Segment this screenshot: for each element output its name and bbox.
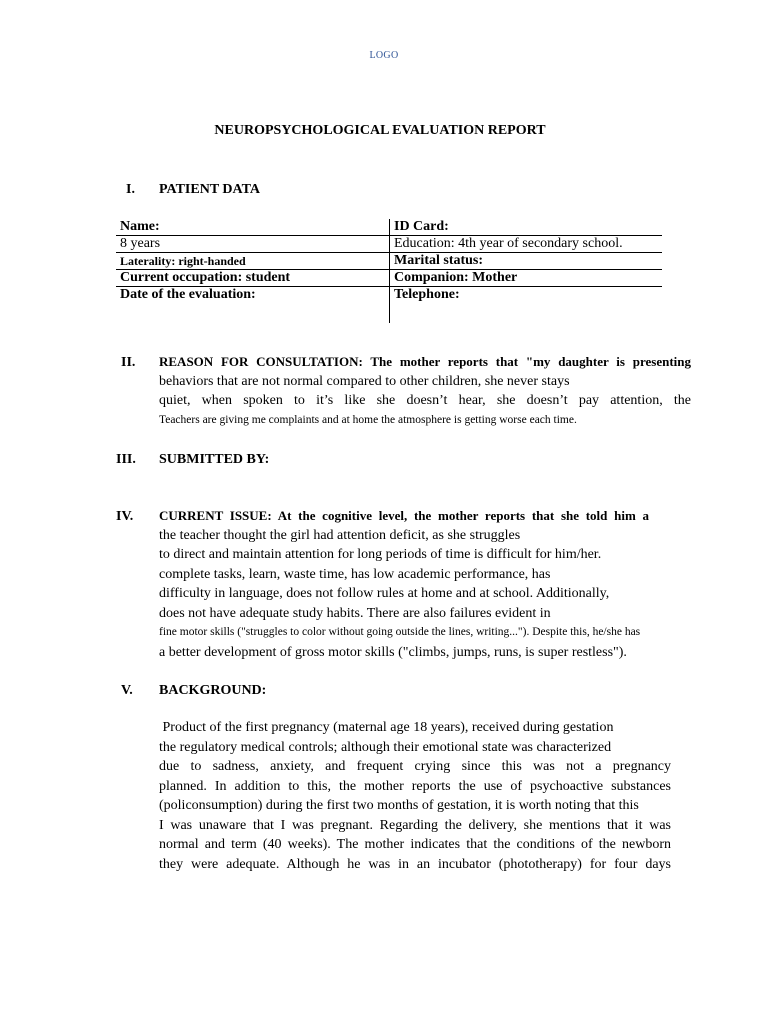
report-title: NEUROPSYCHOLOGICAL EVALUATION REPORT bbox=[214, 123, 546, 138]
marital-status-label: Marital status: bbox=[390, 253, 663, 270]
issue-line: does not have adequate study habits. There are also failures evident in bbox=[159, 605, 551, 621]
issue-line: the teacher thought the girl had attention deficit, as she struggles bbox=[159, 527, 521, 543]
logo-placeholder: LOGO bbox=[369, 50, 399, 61]
section-number-4: IV. bbox=[116, 509, 134, 524]
issue-line: fine motor skills ("struggles to color without going outside the lines, writing..."). Despite this, he/she has bbox=[159, 626, 641, 638]
background-line: (policonsumption) during the first two months of gestation, it is worth noting that this bbox=[159, 798, 639, 813]
reason-line bbox=[159, 352, 691, 372]
reason-text: The mother reports that "my daughter is presenting bbox=[370, 354, 691, 369]
background-line: the regulatory medical controls; although their emotional state was characterized bbox=[159, 739, 612, 755]
background-line: I was unaware that I was pregnant. Regarding the delivery, she mentions that it was bbox=[159, 817, 671, 833]
background-line: normal and term (40 weeks). The mother indicates that the conditions of the newborn bbox=[159, 837, 671, 852]
telephone-label: Telephone: bbox=[394, 287, 460, 302]
age-value: 8 years bbox=[116, 236, 390, 253]
section-number-3: III. bbox=[116, 452, 136, 467]
table-row bbox=[116, 287, 662, 324]
background-line: due to sadness, anxiety, and frequent crying since this was not a pregnancy bbox=[159, 759, 671, 774]
laterality-value: Laterality: right-handed bbox=[116, 253, 390, 270]
section-number-2: II. bbox=[121, 355, 136, 370]
section-number-1: I. bbox=[126, 182, 135, 197]
patient-data-table bbox=[116, 219, 662, 323]
issue-line bbox=[159, 506, 649, 526]
issue-line: a better development of gross motor skills ("climbs, jumps, runs, is super restless"). bbox=[159, 644, 627, 660]
name-label: Name: bbox=[116, 219, 390, 236]
reason-paragraph bbox=[159, 352, 691, 430]
evaluation-date-label: Date of the evaluation: bbox=[116, 287, 390, 324]
section-heading-background: BACKGROUND: bbox=[159, 683, 267, 698]
current-issue-paragraph bbox=[159, 506, 649, 662]
section-heading-patient-data: PATIENT DATA bbox=[159, 182, 260, 197]
section-heading-submitted-by: SUBMITTED BY: bbox=[159, 452, 270, 467]
reason-line: quiet, when spoken to it’s like she doesn’t hear, she doesn’t pay attention, the bbox=[159, 393, 691, 408]
background-line: planned. In addition to this, the mother reports the use of psychoactive substances bbox=[159, 778, 671, 794]
education-value: Education: 4th year of secondary school. bbox=[390, 236, 663, 253]
issue-line: difficulty in language, does not follow rules at home and at school. Additionally, bbox=[159, 586, 610, 601]
section-heading-current-issue: CURRENT ISSUE: bbox=[159, 508, 272, 523]
table-row bbox=[116, 270, 662, 287]
background-line: they were adequate. Although he was in an incubator (phototherapy) for four days bbox=[159, 856, 671, 872]
reason-line: Teachers are giving me complaints and at home the atmosphere is getting worse each time. bbox=[159, 413, 577, 426]
reason-line: behaviors that are not normal compared to other children, she never stays bbox=[159, 373, 570, 389]
issue-text: At the cognitive level, the mother reports that she told him a bbox=[277, 508, 649, 523]
table-row bbox=[116, 253, 662, 270]
occupation-value: Current occupation: student bbox=[116, 270, 390, 287]
table-row bbox=[116, 219, 662, 236]
id-card-label: ID Card: bbox=[390, 219, 663, 236]
section-heading-reason: REASON FOR CONSULTATION: bbox=[159, 354, 363, 369]
issue-line: to direct and maintain attention for long periods of time is difficult for him/her. bbox=[159, 547, 602, 562]
section-number-5: V. bbox=[121, 683, 133, 698]
table-row bbox=[116, 236, 662, 253]
background-line: Product of the first pregnancy (maternal age 18 years), received during gestation bbox=[159, 720, 614, 735]
companion-value: Companion: Mother bbox=[390, 270, 663, 287]
background-paragraph bbox=[159, 718, 671, 874]
issue-line: complete tasks, learn, waste time, has low academic performance, has bbox=[159, 566, 551, 582]
